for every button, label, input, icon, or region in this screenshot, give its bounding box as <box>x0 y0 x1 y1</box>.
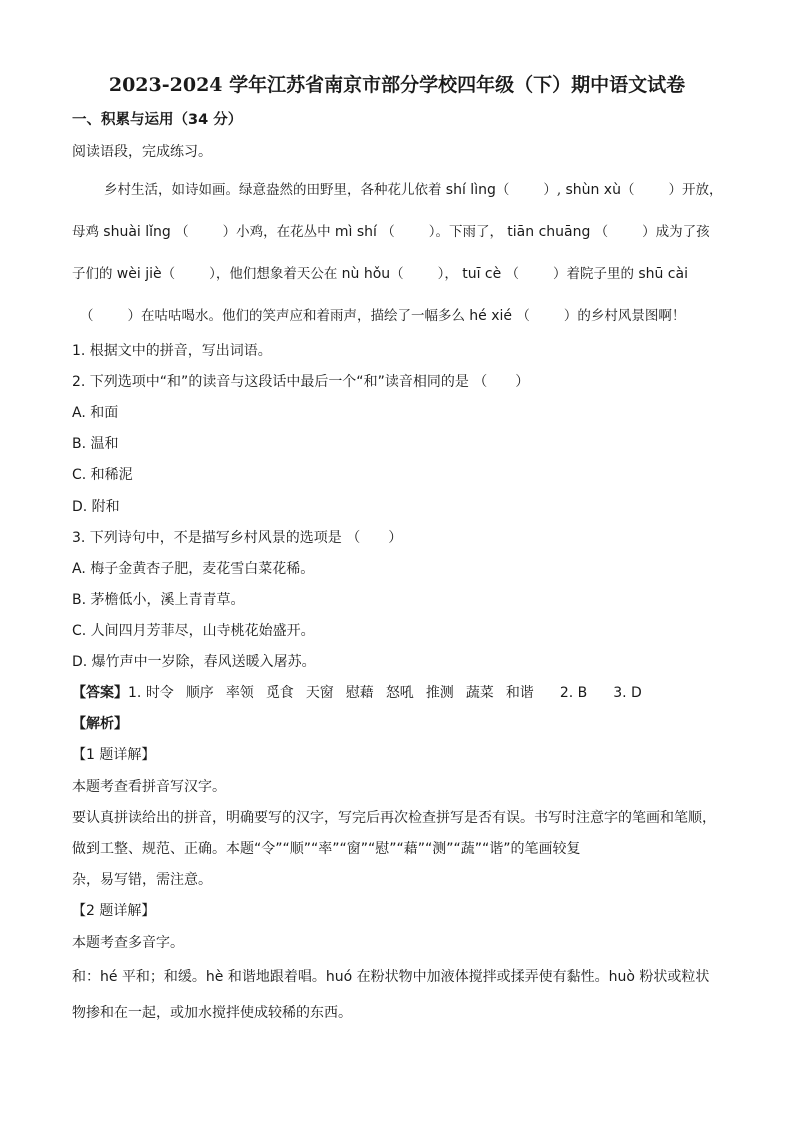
detail-1-label: 【1 题详解】 <box>72 747 156 763</box>
bracket: （ <box>175 224 189 240</box>
detail-2-text: 本题考查多音字。 <box>72 935 184 951</box>
answer-word: 天窗 <box>305 685 334 701</box>
pinyin: mì shí <box>334 224 377 240</box>
answer-word: 时令 <box>145 685 174 701</box>
detail-1-paragraph: 杂，易写错，需注意。 <box>72 872 212 888</box>
answer-2: 2. B <box>559 685 588 701</box>
passage-text: ）。下雨了， <box>428 224 503 240</box>
pinyin: hé xié <box>469 308 513 324</box>
bracket: （ <box>505 266 520 282</box>
page-title: 2023-2024 学年江苏省南京市部分学校四年级（下）期中语文试卷 <box>108 74 686 96</box>
pinyin: tuī cè <box>462 266 502 282</box>
pinyin: tiān chuāng <box>507 224 591 240</box>
question-3: 3. 下列诗句中，不是描写乡村风景的选项是 （ ） <box>72 530 403 546</box>
passage-line-2 <box>72 220 710 240</box>
answer-word: 顺序 <box>185 685 214 701</box>
instruction-text: 阅读语段，完成练习。 <box>72 144 212 160</box>
bracket: ）, <box>543 182 562 198</box>
analysis-label: 【解析】 <box>72 716 128 732</box>
pinyin: shí lìng <box>445 182 496 198</box>
passage-text: ）， <box>437 266 458 282</box>
passage-line-4 <box>80 304 685 324</box>
option-a: A. 和面 <box>72 405 119 421</box>
passage-text: ）的乡村风景图啊！ <box>563 308 686 324</box>
option-b: B. 温和 <box>72 436 119 452</box>
answer-3: 3. D <box>613 685 642 701</box>
detail-1-paragraph: 做到工整、规范、正确。本题“令”“顺”“率”“窗”“慰”“藉”“测”“蔬”“谐”的笔画较复 <box>72 841 581 857</box>
bracket: （ <box>594 224 609 240</box>
answer-word: 觅食 <box>265 685 294 701</box>
pinyin: shuài lǐng <box>103 224 171 240</box>
bracket: （ <box>381 224 395 240</box>
answer-word: 推测 <box>425 685 454 701</box>
passage-line-1 <box>104 178 722 198</box>
answer-word: 怒吼 <box>385 685 414 701</box>
option-d: D. 附和 <box>72 499 120 515</box>
bracket: （ <box>620 182 635 198</box>
passage-text: ）着院子里的 <box>553 266 635 282</box>
answer-label: 【答案】 <box>72 685 128 701</box>
passage-text: ）成为了孩 <box>642 224 710 240</box>
bracket: （ <box>495 182 510 198</box>
option-c: C. 人间四月芳菲尽，山寺桃花始盛开。 <box>72 623 315 639</box>
option-d: D. 爆竹声中一岁除，春风送暖入屠苏。 <box>72 654 316 670</box>
passage-text: ），他们想象着天公在 <box>209 266 338 282</box>
passage-text: ）小鸡，在花丛中 <box>222 224 331 240</box>
passage-text: ）开放， <box>668 182 723 198</box>
detail-2-label: 【2 题详解】 <box>72 903 156 919</box>
answer-prefix: 1. <box>128 685 142 701</box>
answer-word: 率领 <box>225 685 254 701</box>
passage-text: 母鸡 <box>72 224 99 240</box>
pinyin: wèi jiè <box>116 266 162 282</box>
option-a: A. 梅子金黄杏子肥，麦花雪白菜花稀。 <box>72 561 315 577</box>
bracket: （ <box>80 308 94 324</box>
detail-1-text: 本题考查看拼音写汉字。 <box>72 779 226 795</box>
question-1: 1. 根据文中的拼音，写出词语。 <box>72 343 272 359</box>
passage-text: 乡村生活，如诗如画。绿意盎然的田野里，各种花儿依着 <box>104 182 442 198</box>
detail-2-paragraph: 和：hé 平和；和缓。hè 和谐地跟着唱。huó 在粉状物中加液体搅拌或揉弄使有黏性。huò 粉状或粒状 <box>72 969 710 985</box>
detail-2-paragraph: 物掺和在一起，或加水搅拌使成较稀的东西。 <box>72 1005 352 1021</box>
passage-text: 子们的 <box>72 266 113 282</box>
answer-word: 和谐 <box>505 685 534 701</box>
bracket: （ <box>161 266 176 282</box>
pinyin: nù hǒu <box>341 266 391 282</box>
passage-text: ）在咕咕喝水。他们的笑声应和着雨声，描绘了一幅多么 <box>127 308 465 324</box>
detail-1-paragraph: 要认真拼读给出的拼音，明确要写的汉字，写完后再次检查拼写是否有误。书写时注意字的笔画和笔顺， <box>72 810 716 826</box>
passage-line-3 <box>72 262 688 282</box>
answer-word: 蔬菜 <box>465 685 494 701</box>
answer-line <box>72 682 642 702</box>
bracket: （ <box>390 266 404 282</box>
option-c: C. 和稀泥 <box>72 467 133 483</box>
pinyin: shùn xù <box>565 182 621 198</box>
bracket: （ <box>516 308 530 324</box>
answer-word: 慰藉 <box>345 685 374 701</box>
option-b: B. 茅檐低小，溪上青青草。 <box>72 592 245 608</box>
question-2: 2. 下列选项中“和”的读音与这段话中最后一个“和”读音相同的是 （ ） <box>72 374 530 390</box>
pinyin: shū cài <box>638 266 688 282</box>
section-heading: 一、积累与运用（34 分） <box>72 112 243 128</box>
